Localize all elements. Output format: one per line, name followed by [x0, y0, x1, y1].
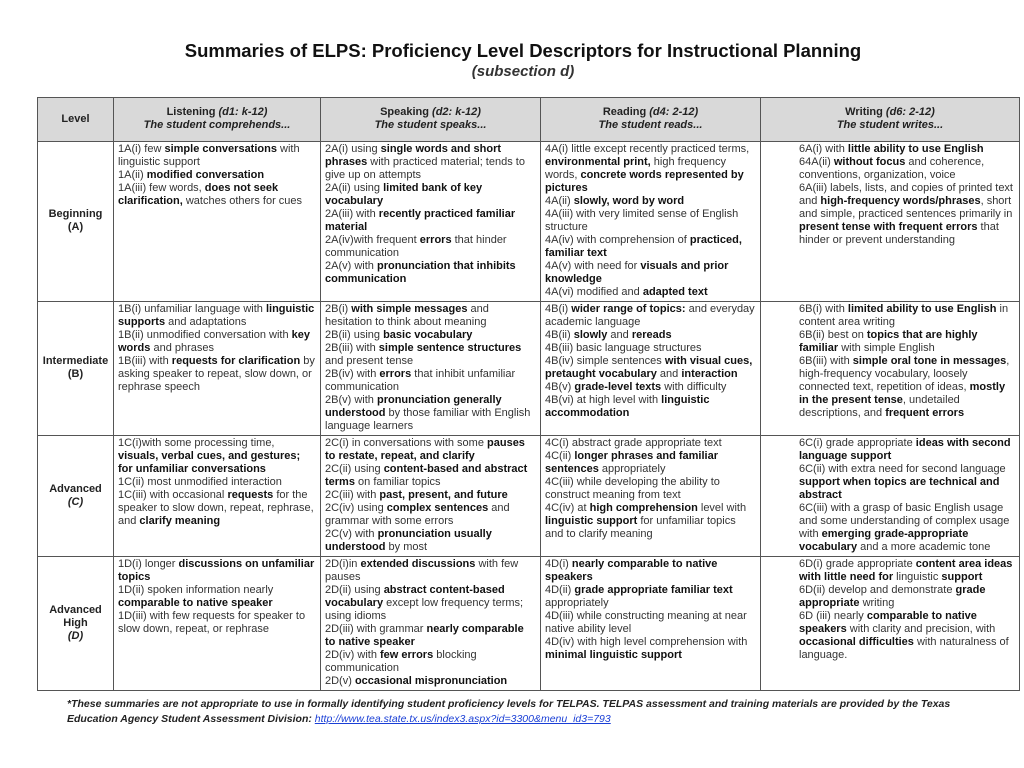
descriptor-text: and adaptations: [165, 316, 247, 328]
descriptor-text: 2B(iv) with: [325, 368, 380, 380]
descriptor-key-phrase: wider range of topics:: [571, 303, 686, 315]
descriptor-text: 4D(ii): [545, 584, 575, 596]
descriptor-text: , undetailed descriptions, and: [799, 394, 960, 419]
descriptor-key-phrase: complex sentences: [386, 502, 489, 514]
descriptor-text: 2C(iii) with: [325, 489, 380, 501]
writing-cell: [761, 302, 1020, 436]
descriptor-text: 2D(iv) with: [325, 649, 381, 661]
descriptor-item: [325, 303, 536, 329]
tea-link[interactable]: http://www.tea.state.tx.us/index3.aspx?id=3300&menu_id3=793: [314, 713, 611, 725]
header-name: Listening: [166, 106, 219, 118]
descriptor-item: [325, 502, 536, 528]
descriptor-text: 1C(i)with some processing time,: [118, 437, 275, 449]
speaking-cell: [321, 436, 541, 557]
descriptor-text: 2D(v): [325, 675, 355, 687]
level-code: (C): [67, 495, 84, 508]
descriptor-text: with linguistic support: [118, 143, 300, 168]
descriptor-item: [325, 489, 536, 502]
descriptor-key-phrase: topics that are highly familiar: [799, 329, 978, 354]
descriptor-text: level with: [697, 502, 747, 514]
descriptor-text: 4B(iii) basic language structures: [545, 342, 702, 354]
header-subtitle: The student speaks...: [374, 119, 487, 131]
descriptor-key-phrase: longer phrases and familiar sentences: [545, 450, 718, 475]
level-cell: [38, 142, 114, 302]
descriptor-key-phrase: linguistic support: [545, 515, 638, 527]
descriptor-text: 2B(i): [325, 303, 352, 315]
descriptor-text: with practiced material; tends to give up on attempts: [325, 156, 525, 181]
descriptor-item: [799, 610, 1015, 662]
descriptor-item: [545, 450, 756, 476]
page-subtitle: (subsection d): [471, 63, 575, 80]
level-cell: [38, 436, 114, 557]
descriptor-key-phrase: modified conversation: [146, 169, 265, 181]
descriptor-key-phrase: high comprehension: [589, 502, 698, 514]
descriptor-key-phrase: slowly: [573, 329, 608, 341]
descriptor-text: 6B(ii) best on: [799, 329, 867, 341]
descriptor-text: 1B(ii) unmodified conversation with: [118, 329, 292, 341]
descriptor-item: [118, 329, 316, 355]
speaking-cell: [321, 302, 541, 436]
listening-cell: [114, 436, 321, 557]
descriptor-item: [325, 234, 536, 260]
reading-cell: [541, 557, 761, 691]
descriptor-key-phrase: key words: [118, 329, 310, 354]
descriptor-key-phrase: past, present, and future: [379, 489, 508, 501]
descriptor-text: with clarity and precision, with: [846, 623, 996, 635]
reading-cell: [541, 436, 761, 557]
header-speaking: [321, 98, 541, 142]
descriptor-key-phrase: present tense with frequent errors: [799, 221, 978, 233]
descriptor-text: for the speaker to slow down, repeat, rephrase, and: [118, 489, 314, 527]
descriptor-item: [118, 143, 316, 169]
descriptor-text: 1A(ii): [118, 169, 147, 181]
descriptor-item: [545, 584, 756, 610]
descriptor-key-phrase: with visual cues, pretaught vocabulary: [545, 355, 753, 380]
level-cell: [38, 302, 114, 436]
descriptor-item: [325, 182, 536, 208]
descriptor-text: by asking speaker to repeat, slow down, or rephrase speech: [118, 355, 315, 393]
descriptor-text: 2A(i) using: [325, 143, 381, 155]
descriptor-text: 6D(i) grade appropriate: [799, 558, 916, 570]
descriptor-key-phrase: extended discussions: [360, 558, 476, 570]
footer-text: *These summaries are not appropriate to use in formally identifying student proficiency levels for TELPAS. TELPAS assessment and training materials are provided by the Texas Education Agency Student Assessment Division:: [67, 698, 951, 725]
descriptor-item: [118, 584, 316, 610]
descriptor-item: [545, 303, 756, 329]
writing-cell: [761, 436, 1020, 557]
descriptor-item: [118, 182, 316, 208]
descriptor-text: 2D(iii) with grammar: [325, 623, 427, 635]
descriptor-text: 2C(ii) using: [325, 463, 384, 475]
descriptor-key-phrase: nearly comparable to native speakers: [545, 558, 718, 583]
descriptor-item: [118, 437, 316, 476]
descriptor-key-phrase: content area ideas with little need for: [799, 558, 1013, 583]
descriptor-item: [118, 489, 316, 528]
descriptor-key-phrase: support when topics are technical and abstract: [799, 476, 1000, 501]
descriptor-text: 6D (iii) nearly: [799, 610, 867, 622]
descriptor-text: for unfamiliar topics and to clarify meaning: [545, 515, 736, 540]
descriptor-item: [325, 143, 536, 182]
level-name: Intermediate: [42, 355, 109, 367]
descriptor-text: , short and simple, practiced sentences primarily in: [799, 195, 1013, 220]
descriptor-item: [545, 208, 756, 234]
descriptor-key-phrase: nearly comparable to native speaker: [325, 623, 524, 648]
descriptor-text: 6A(iii) labels, lists, and copies of printed text and: [799, 182, 1013, 207]
header-subtitle: The student comprehends...: [143, 119, 291, 131]
descriptor-text: 1D(ii) spoken information nearly: [118, 584, 274, 596]
header-subtitle: The student writes...: [836, 119, 944, 131]
descriptor-text: 2B(ii) using: [325, 329, 384, 341]
descriptor-item: [799, 437, 1015, 463]
descriptor-item: [325, 329, 536, 342]
descriptor-item: [118, 303, 316, 329]
descriptor-key-phrase: little ability to use English: [847, 143, 984, 155]
page-title: Summaries of ELPS: Proficiency Level Descriptors for Instructional Planning: [184, 40, 862, 61]
descriptor-key-phrase: pauses to restate, repeat, and clarify: [325, 437, 525, 462]
descriptor-item: [118, 476, 316, 489]
footer-note: [67, 697, 967, 727]
listening-cell: [114, 142, 321, 302]
descriptor-text: 4B(iv) simple sentences: [545, 355, 665, 367]
descriptor-key-phrase: limited bank of key vocabulary: [325, 182, 483, 207]
descriptor-text: , high-frequency vocabulary, loosely connected text, repetition of ideas,: [799, 355, 1010, 393]
descriptor-item: [325, 584, 536, 623]
descriptor-item: [545, 329, 756, 342]
descriptor-key-phrase: pronunciation usually understood: [325, 528, 492, 553]
descriptor-text: 1B(i) unfamiliar language with: [118, 303, 266, 315]
descriptor-text: 4D(i): [545, 558, 572, 570]
level-cell: [38, 557, 114, 691]
descriptor-text: 6C(ii) with extra need for second language: [799, 463, 1006, 475]
level-code: (B): [67, 368, 84, 380]
descriptor-key-phrase: clarify meaning: [139, 515, 221, 527]
descriptor-item: [545, 260, 756, 286]
header-code: (d1: k-12): [218, 106, 268, 118]
descriptor-text: linguistic: [893, 571, 942, 583]
descriptor-text: that hinder communication: [325, 234, 507, 259]
descriptor-text: with naturalness of language.: [799, 636, 1009, 661]
descriptor-item: [545, 558, 756, 584]
descriptor-item: [545, 636, 756, 662]
descriptor-item: [545, 355, 756, 381]
descriptor-key-phrase: linguistic supports: [118, 303, 315, 328]
descriptor-text: appropriately: [598, 463, 666, 475]
descriptor-text: and: [656, 368, 682, 380]
descriptor-text: 4C(ii): [545, 450, 575, 462]
descriptor-text: 4C(iii) while developing the ability to construct meaning from text: [545, 476, 720, 501]
level-name: Advanced High: [49, 603, 102, 629]
header-code: (d6: 2-12): [885, 106, 935, 118]
descriptor-key-phrase: pronunciation generally understood: [325, 394, 502, 419]
descriptor-key-phrase: adapted text: [642, 286, 708, 298]
level-name: Beginning: [48, 208, 103, 220]
descriptor-item: [118, 169, 316, 182]
table-row: [38, 142, 1020, 302]
descriptor-key-phrase: grade appropriate familiar text: [574, 584, 733, 596]
descriptor-text: 64A(ii): [799, 156, 834, 168]
descriptor-key-phrase: content-based and abstract terms: [325, 463, 528, 488]
descriptor-text: that hinder or prevent understanding: [799, 221, 999, 246]
descriptor-item: [325, 623, 536, 649]
descriptor-item: [545, 394, 756, 420]
descriptor-key-phrase: grade appropriate: [799, 584, 986, 609]
descriptor-text: watches others for cues: [182, 195, 303, 207]
descriptor-text: 1B(iii) with: [118, 355, 172, 367]
header-name: Speaking: [380, 106, 433, 118]
descriptor-text: 4A(v) with need for: [545, 260, 641, 272]
table-row: [38, 557, 1020, 691]
descriptor-key-phrase: pronunciation that inhibits communication: [325, 260, 516, 285]
header-writing: [761, 98, 1020, 142]
descriptor-key-phrase: simple conversations: [164, 143, 277, 155]
descriptor-item: [799, 584, 1015, 610]
descriptor-item: [545, 476, 756, 502]
table-row: [38, 302, 1020, 436]
descriptor-text: 4B(i): [545, 303, 572, 315]
descriptor-text: 1A(iii) few words,: [118, 182, 205, 194]
descriptor-key-phrase: grade-level texts: [574, 381, 662, 393]
header-reading: [541, 98, 761, 142]
descriptor-text: 6B(iii) with: [799, 355, 853, 367]
reading-cell: [541, 142, 761, 302]
descriptor-text: 4A(vi) modified and: [545, 286, 643, 298]
descriptor-key-phrase: minimal linguistic support: [545, 649, 682, 661]
descriptor-text: writing: [859, 597, 895, 609]
descriptor-key-phrase: errors: [419, 234, 452, 246]
descriptor-text: 6A(i) with: [799, 143, 848, 155]
descriptor-item: [325, 437, 536, 463]
descriptor-text: 4D(iv) with high level comprehension with: [545, 636, 748, 648]
descriptor-item: [799, 329, 1015, 355]
descriptor-item: [325, 368, 536, 394]
descriptor-text: except low frequency terms; using idioms: [325, 597, 524, 622]
speaking-cell: [321, 142, 541, 302]
header-listening: [114, 98, 321, 142]
descriptor-key-phrase: support: [941, 571, 983, 583]
descriptor-item: [325, 649, 536, 675]
descriptor-text: 4A(i) little except recently practiced terms,: [545, 143, 750, 155]
descriptor-item: [799, 143, 1015, 156]
descriptor-item: [325, 675, 536, 688]
descriptor-item: [799, 355, 1015, 420]
listening-cell: [114, 302, 321, 436]
descriptor-text: and phrases: [150, 342, 215, 354]
descriptor-item: [118, 355, 316, 394]
header-row: [38, 98, 1020, 142]
header-level: Level: [38, 98, 114, 142]
descriptor-text: with simple English: [838, 342, 935, 354]
descriptor-text: 2C(iv) using: [325, 502, 387, 514]
descriptor-text: 4A(ii): [545, 195, 574, 207]
descriptor-text: 4A(iv) with comprehension of: [545, 234, 690, 246]
descriptor-text: 2A(iv)with frequent: [325, 234, 420, 246]
descriptor-item: [545, 286, 756, 299]
level-code: (D): [67, 629, 84, 642]
descriptor-key-phrase: without focus: [833, 156, 906, 168]
descriptor-item: [545, 195, 756, 208]
descriptor-key-phrase: discussions on unfamiliar topics: [118, 558, 315, 583]
descriptor-item: [799, 182, 1015, 247]
descriptor-text: and present tense: [325, 355, 414, 367]
descriptor-text: and a more academic tone: [857, 541, 991, 553]
descriptor-key-phrase: ideas with second language support: [799, 437, 1011, 462]
descriptor-key-phrase: requests: [227, 489, 274, 501]
descriptor-item: [325, 260, 536, 286]
descriptor-text: 2C(i) in conversations with some: [325, 437, 488, 449]
descriptor-text: 6C(iii) with a grasp of basic English usage and some understanding of complex usage with: [799, 502, 1010, 540]
descriptor-text: in content area writing: [799, 303, 1009, 328]
descriptor-key-phrase: limited ability to use English: [847, 303, 997, 315]
descriptor-item: [545, 342, 756, 355]
descriptor-item: [799, 463, 1015, 502]
descriptor-text: 6D(ii) develop and demonstrate: [799, 584, 956, 596]
descriptor-text: 2B(iii) with: [325, 342, 379, 354]
header-code: (d2: k-12): [432, 106, 481, 118]
descriptor-key-phrase: visuals and prior knowledge: [545, 260, 729, 285]
descriptor-text: by those familiar with English language learners: [325, 407, 531, 432]
descriptor-key-phrase: interaction: [681, 368, 738, 380]
descriptor-text: high frequency words,: [545, 156, 726, 181]
descriptor-item: [118, 558, 316, 584]
speaking-cell: [321, 557, 541, 691]
descriptor-key-phrase: comparable to native speaker: [118, 597, 273, 609]
header-subtitle: The student reads...: [598, 119, 703, 131]
descriptor-text: and everyday academic language: [545, 303, 755, 328]
descriptor-key-phrase: occasional mispronunciation: [354, 675, 508, 687]
descriptor-item: [118, 610, 316, 636]
descriptor-key-phrase: few errors: [380, 649, 434, 661]
descriptor-text: and: [607, 329, 632, 341]
descriptor-key-phrase: simple oral tone in messages: [852, 355, 1007, 367]
descriptor-key-phrase: recently practiced familiar material: [325, 208, 516, 233]
descriptor-item: [799, 558, 1015, 584]
descriptor-key-phrase: visuals, verbal cues, and gestures; for unfamiliar conversations: [118, 450, 301, 475]
descriptor-key-phrase: abstract content-based vocabulary: [325, 584, 505, 609]
proficiency-table: [37, 97, 1020, 691]
descriptor-text: and coherence, conventions, organization, voice: [799, 156, 985, 181]
descriptor-text: that inhibit unfamiliar communication: [325, 368, 516, 393]
descriptor-item: [325, 558, 536, 584]
descriptor-item: [545, 502, 756, 541]
descriptor-text: 2C(v) with: [325, 528, 378, 540]
descriptor-key-phrase: does not seek clarification,: [118, 182, 279, 207]
descriptor-text: and grammar with some errors: [325, 502, 510, 527]
descriptor-text: 2B(v) with: [325, 394, 377, 406]
descriptor-text: 2D(ii) using: [325, 584, 384, 596]
listening-cell: [114, 557, 321, 691]
descriptor-key-phrase: errors: [379, 368, 412, 380]
descriptor-text: 1A(i) few: [118, 143, 165, 155]
descriptor-item: [545, 143, 756, 195]
descriptor-text: 1C(iii) with occasional: [118, 489, 228, 501]
descriptor-text: 2A(iii) with: [325, 208, 379, 220]
descriptor-text: with difficulty: [661, 381, 727, 393]
descriptor-item: [325, 208, 536, 234]
descriptor-text: 6C(i) grade appropriate: [799, 437, 916, 449]
descriptor-key-phrase: slowly, word by word: [573, 195, 685, 207]
descriptor-item: [545, 437, 756, 450]
descriptor-item: [325, 342, 536, 368]
writing-cell: [761, 557, 1020, 691]
descriptor-text: appropriately: [545, 597, 609, 609]
descriptor-text: blocking communication: [325, 649, 477, 674]
table-row: [38, 436, 1020, 557]
descriptor-key-phrase: linguistic accommodation: [545, 394, 710, 419]
descriptor-key-phrase: practiced, familiar text: [545, 234, 742, 259]
header-name: Reading: [602, 106, 650, 118]
descriptor-item: [325, 528, 536, 554]
descriptor-item: [545, 381, 756, 394]
descriptor-item: [545, 234, 756, 260]
descriptor-item: [545, 610, 756, 636]
descriptor-text: 4B(v): [545, 381, 575, 393]
descriptor-key-phrase: concrete words represented by pictures: [545, 169, 744, 194]
descriptor-key-phrase: emerging grade-appropriate vocabulary: [799, 528, 969, 553]
descriptor-text: 1C(ii) most unmodified interaction: [118, 476, 282, 488]
descriptor-text: and hesitation to think about meaning: [325, 303, 489, 328]
descriptor-text: 1D(iii) with few requests for speaker to slow down, repeat, or rephrase: [118, 610, 306, 635]
descriptor-key-phrase: rereads: [631, 329, 672, 341]
descriptor-key-phrase: high-frequency words/phrases: [820, 195, 981, 207]
level-name: Advanced: [49, 482, 102, 495]
descriptor-text: on familiar topics: [354, 476, 441, 488]
descriptor-key-phrase: simple sentence structures: [378, 342, 522, 354]
level-code: (A): [67, 221, 84, 233]
header-code: (d4: 2-12): [649, 106, 699, 118]
descriptor-key-phrase: requests for clarification: [171, 355, 301, 367]
descriptor-text: with few pauses: [325, 558, 519, 583]
descriptor-item: [799, 303, 1015, 329]
descriptor-text: 4C(iv) at: [545, 502, 590, 514]
descriptor-key-phrase: with simple messages: [351, 303, 468, 315]
descriptor-text: 4D(iii) while constructing meaning at near native ability level: [545, 610, 747, 635]
descriptor-key-phrase: frequent errors: [885, 407, 965, 419]
reading-cell: [541, 302, 761, 436]
header-name: Writing: [845, 106, 886, 118]
descriptor-text: 2A(v) with: [325, 260, 377, 272]
descriptor-text: 2A(ii) using: [325, 182, 384, 194]
descriptor-text: 4B(vi) at high level with: [545, 394, 662, 406]
descriptor-text: 4C(i) abstract grade appropriate text: [545, 437, 722, 449]
descriptor-text: 4B(ii): [545, 329, 574, 341]
descriptor-key-phrase: occasional difficulties: [799, 636, 914, 648]
descriptor-item: [799, 502, 1015, 554]
descriptor-key-phrase: basic vocabulary: [383, 329, 473, 341]
descriptor-item: [325, 394, 536, 433]
descriptor-text: 4A(iii) with very limited sense of English structure: [545, 208, 739, 233]
descriptor-text: by most: [385, 541, 428, 553]
writing-cell: [761, 142, 1020, 302]
descriptor-key-phrase: comparable to native speakers: [799, 610, 977, 635]
descriptor-key-phrase: mostly in the present tense: [799, 381, 1006, 406]
descriptor-text: 1D(i) longer: [118, 558, 179, 570]
descriptor-item: [799, 156, 1015, 182]
descriptor-text: 2D(i)in: [325, 558, 361, 570]
descriptor-key-phrase: environmental print,: [545, 156, 651, 168]
descriptor-text: 6B(i) with: [799, 303, 848, 315]
descriptor-key-phrase: single words and short phrases: [325, 143, 502, 168]
descriptor-item: [325, 463, 536, 489]
